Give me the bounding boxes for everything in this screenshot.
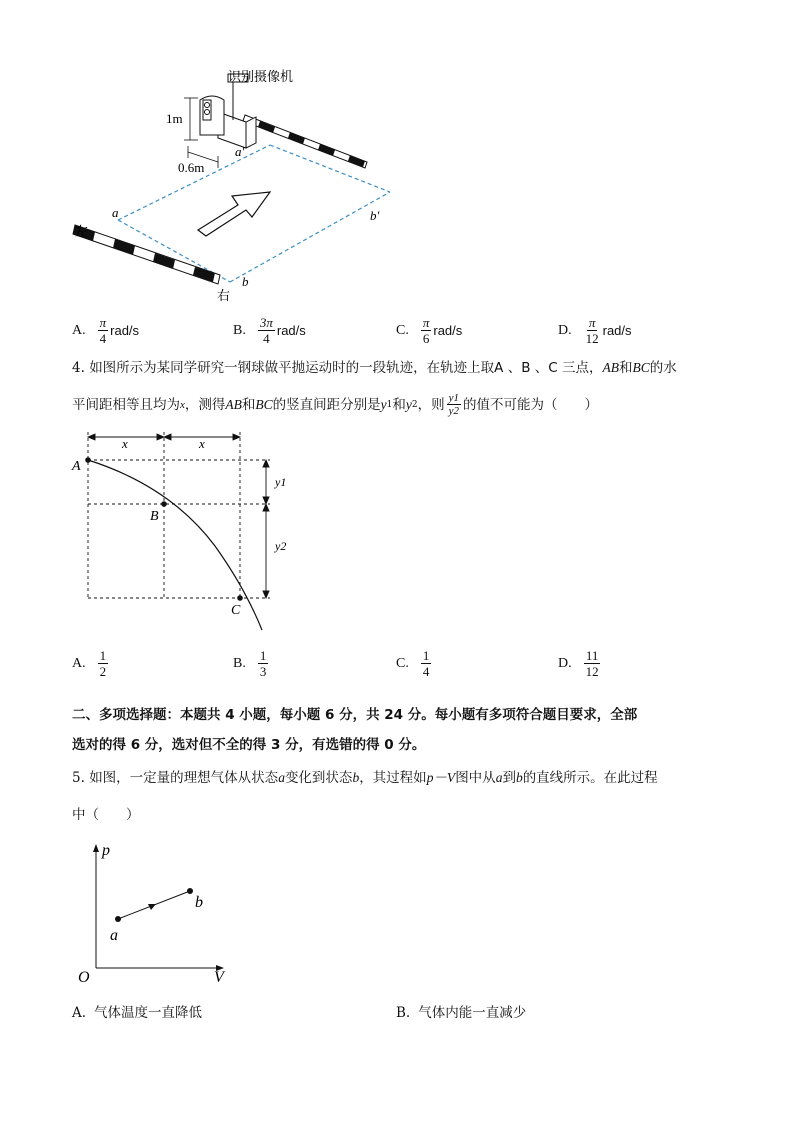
- height-label: 1m: [166, 111, 183, 126]
- state-a-dot: [115, 916, 121, 922]
- q5-option-b[interactable]: B. 气体内能一直减少: [396, 1005, 527, 1021]
- label-c: C: [231, 603, 241, 618]
- q3-option-b[interactable]: B. $\frac{3\pi}{4}$ rad/s: [233, 315, 306, 346]
- origin-label: O: [78, 969, 90, 985]
- point-b: [161, 501, 167, 507]
- direction-arrow: [198, 192, 270, 236]
- q3-option-a[interactable]: A. $\frac{\pi}{4}$ rad/s: [72, 315, 140, 346]
- q4-option-b[interactable]: B. $\frac{1}{3}$: [233, 648, 267, 679]
- y1-label: y1: [275, 475, 287, 489]
- q5-line1: 5. 如图，一定量的理想气体从状态a变化到状态b，其过程如p－V图中从a到b的直线所示。在此过程: [72, 770, 658, 786]
- q4-option-c[interactable]: C. $\frac{1}{4}$: [396, 648, 430, 679]
- point-b-label: b: [242, 274, 249, 289]
- barrier-arm: [243, 115, 367, 168]
- section2-line1: 二、多项选择题：本题共 4 小题，每小题 6 分，共 24 分。每小题有多项符合题目要求，全部: [72, 707, 638, 723]
- point-c: [237, 595, 243, 601]
- y-dimensions: [263, 460, 269, 598]
- q5-option-a[interactable]: A. 气体温度一直降低: [72, 1005, 203, 1021]
- left-curb: [73, 225, 220, 284]
- label-b: B: [150, 509, 159, 524]
- point-a-label: a: [112, 205, 119, 220]
- toll-gate-figure: [70, 60, 410, 310]
- grid-lines: [88, 432, 270, 598]
- left-label: 左: [75, 225, 89, 240]
- width-label: 0.6m: [178, 160, 205, 175]
- pv-diagram: [72, 840, 242, 985]
- y2-label: y2: [275, 539, 287, 553]
- q5-line2: 中（ ）: [72, 807, 140, 823]
- section2-line2: 选对的得 6 分，选对但不全的得 3 分，有选错的得 0 分。: [72, 737, 426, 753]
- q4-line1: 4. 如图所示为某同学研究一钢球做平抛运动时的一段轨迹，在轨迹上取A 、B 、C 三点，AB和BC的水: [72, 360, 677, 376]
- p-label: p: [102, 842, 110, 859]
- point-a-prime-label: a′: [235, 144, 245, 159]
- right-label: 右: [217, 289, 231, 304]
- b-label: b: [195, 894, 203, 911]
- q3-option-c[interactable]: C. $\frac{\pi}{6}$ rad/s: [396, 315, 463, 346]
- x-label-1: x: [122, 436, 128, 451]
- q4-option-a[interactable]: A. $\frac{1}{2}$: [72, 648, 107, 679]
- q3-option-d[interactable]: D. $\frac{\pi}{12}$ rad/s: [558, 315, 632, 346]
- trajectory-figure: [70, 428, 300, 638]
- q5-number: 5.: [72, 770, 85, 786]
- camera-label: 识别摄像机: [228, 70, 294, 85]
- q4-option-d[interactable]: D. $\frac{11}{12}$: [558, 648, 599, 679]
- q4-line2: 平间距相等且均为 x ，测得 AB 和 BC 的竖直间距分别是 y 1 和 y 2 ，则 $\frac{y1}{y2}$ 的值不可能为（ ）: [72, 392, 599, 417]
- q4-number: 4.: [72, 360, 85, 376]
- point-a: [85, 457, 91, 463]
- gate-booth: [200, 74, 256, 148]
- label-a: A: [72, 459, 81, 474]
- a-label: a: [110, 927, 118, 944]
- v-label: V: [214, 969, 224, 985]
- point-b-prime-label: b′: [370, 208, 380, 223]
- state-b-dot: [187, 888, 193, 894]
- x-label-2: x: [199, 436, 205, 451]
